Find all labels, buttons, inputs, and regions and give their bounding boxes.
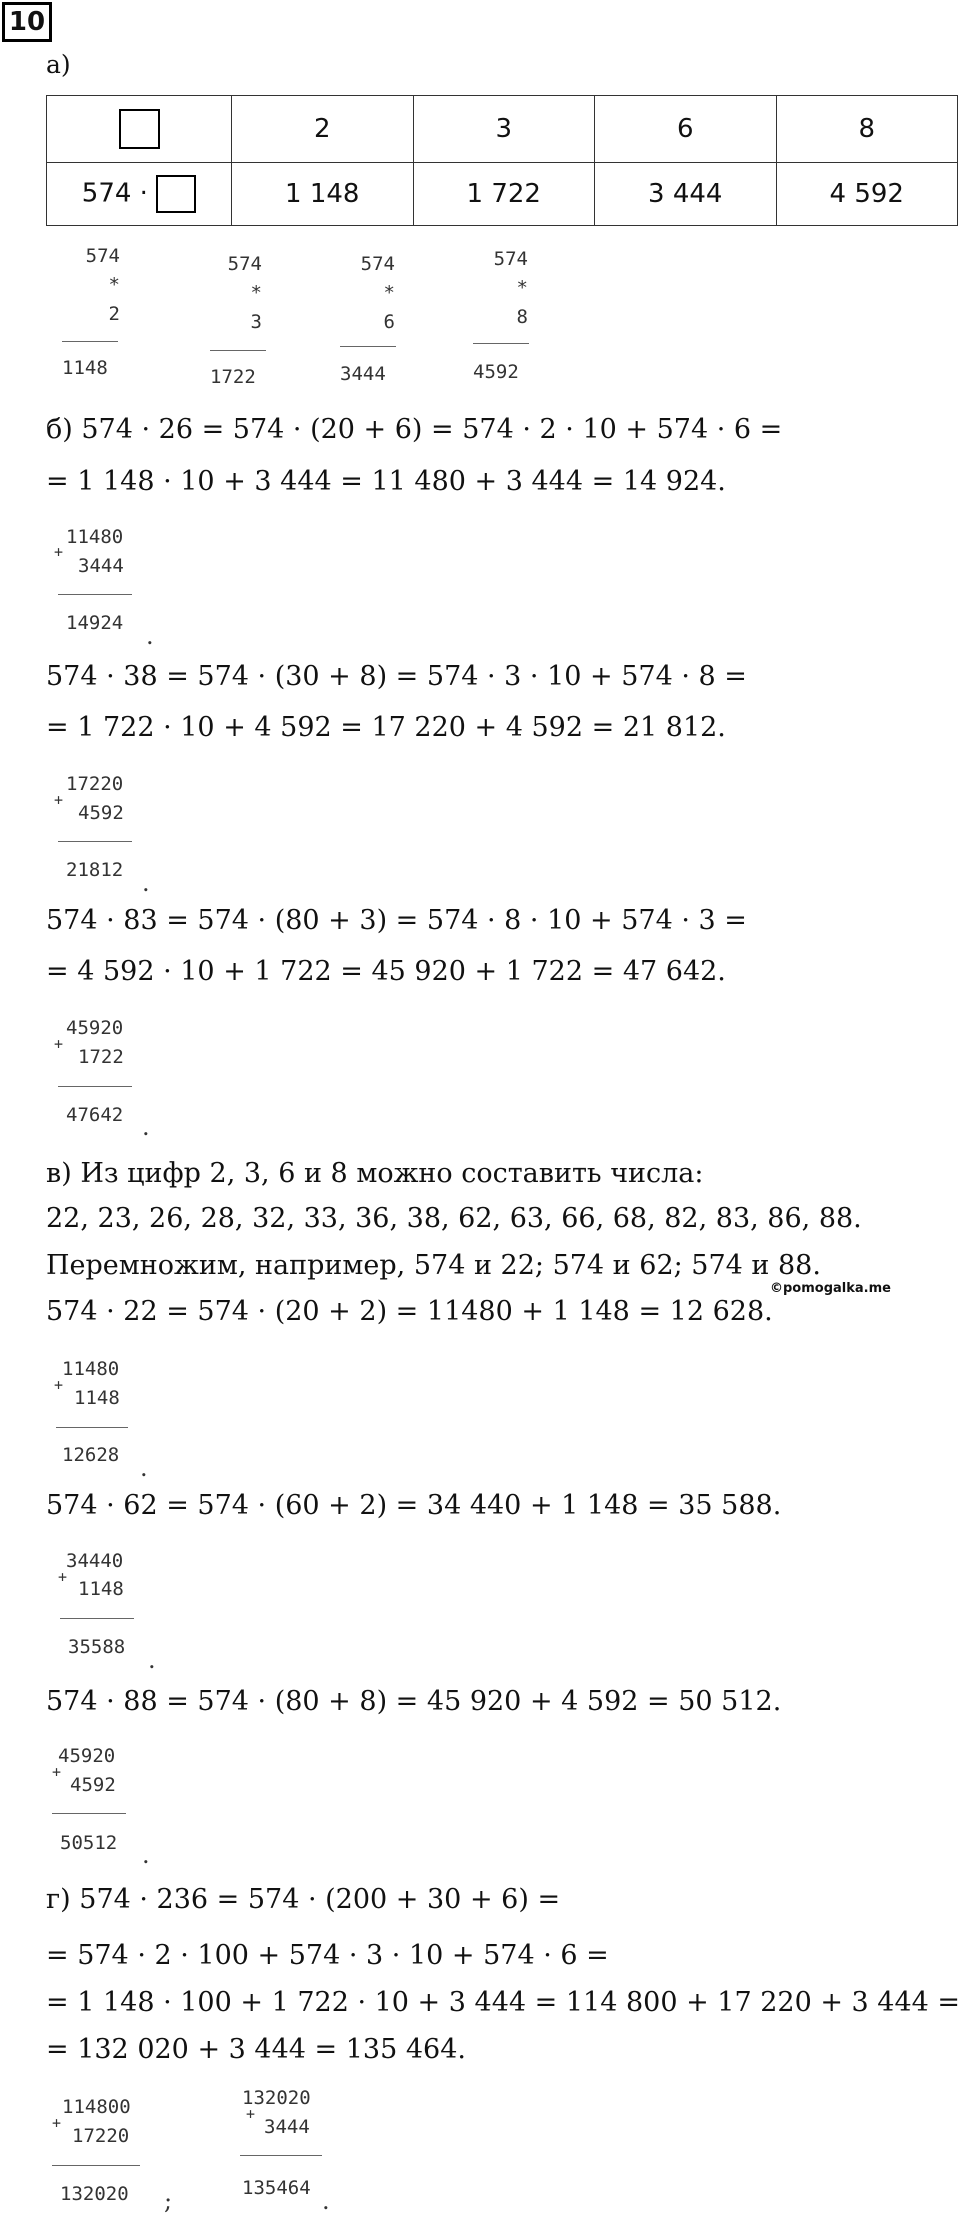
sum: 47642	[66, 1104, 124, 1126]
divider-line	[62, 341, 118, 342]
equation-line: 574 · 38 = 574 · (30 + 8) = 574 · 3 · 10 + 574 · 8 =	[46, 661, 747, 692]
addend: 3444	[78, 555, 124, 577]
multiplicand: 574	[85, 245, 120, 267]
column-multiplication	[486, 245, 528, 332]
addend: 1148	[74, 1387, 120, 1409]
addend: 17220	[72, 2125, 130, 2147]
equation-line: = 132 020 + 3 444 = 135 464.	[46, 2034, 466, 2065]
table-cell: 6	[595, 96, 777, 163]
multiplicand: 574	[360, 253, 395, 275]
divider-line	[340, 346, 396, 347]
table-cell: 2	[232, 96, 414, 163]
sum: 35588	[68, 1636, 126, 1658]
divider-line	[240, 2155, 322, 2156]
sum: 135464	[242, 2177, 311, 2199]
punctuation: .	[148, 1646, 156, 1674]
divider-line	[58, 841, 132, 842]
addend: 4592	[70, 1774, 116, 1796]
plus-sign: +	[58, 1568, 68, 1586]
punctuation: .	[146, 622, 154, 650]
sum: 21812	[66, 859, 124, 881]
divider-line	[58, 594, 132, 595]
table-cell: 1 722	[413, 162, 595, 225]
text-line: Перемножим, например, 574 и 22; 574 и 62; 574 и 88.	[46, 1250, 821, 1281]
addend: 11480	[66, 526, 124, 548]
empty-box-icon	[156, 175, 196, 213]
equation-line: г) 574 · 236 = 574 · (200 + 30 + 6) =	[46, 1884, 561, 1915]
text-line: 22, 23, 26, 28, 32, 33, 36, 38, 62, 63, 66, 68, 82, 83, 86, 88.	[46, 1203, 862, 1234]
row-prefix: 574 ·	[81, 178, 148, 209]
multiplier: 6	[383, 311, 395, 333]
column-multiplication	[220, 250, 262, 337]
equation-line: = 574 · 2 · 100 + 574 · 3 · 10 + 574 · 6 =	[46, 1940, 609, 1971]
addend: 4592	[78, 802, 124, 824]
plus-sign: +	[54, 791, 64, 809]
equation-line: = 1 722 · 10 + 4 592 = 17 220 + 4 592 = 21 812.	[46, 712, 726, 743]
watermark: ©pomogalka.me	[770, 1281, 891, 1296]
table-header-cell	[47, 162, 232, 225]
plus-sign: +	[54, 1035, 64, 1053]
operator: *	[108, 274, 120, 296]
equation-line: = 4 592 · 10 + 1 722 = 45 920 + 1 722 = 47 642.	[46, 956, 726, 987]
equation-line: 574 · 83 = 574 · (80 + 3) = 574 · 8 · 10 + 574 · 3 =	[46, 905, 747, 936]
multiplier: 8	[516, 306, 528, 328]
divider-line	[58, 1086, 132, 1087]
addend: 11480	[62, 1358, 120, 1380]
plus-sign: +	[52, 1763, 62, 1781]
empty-box-icon	[119, 109, 160, 149]
addend: 34440	[66, 1550, 124, 1572]
punctuation: .	[142, 869, 150, 897]
product: 4592	[473, 361, 519, 383]
sum: 50512	[60, 1832, 118, 1854]
addend: 1148	[78, 1578, 124, 1600]
plus-sign: +	[246, 2105, 256, 2123]
product: 3444	[340, 363, 386, 385]
table-cell: 1 148	[232, 162, 414, 225]
operator: *	[250, 282, 262, 304]
table-cell: 3	[413, 96, 595, 163]
product: 1148	[62, 357, 108, 379]
addend: 114800	[62, 2096, 131, 2118]
equation-line: 574 · 88 = 574 · (80 + 8) = 45 920 + 4 592 = 50 512.	[46, 1686, 782, 1717]
table-row	[47, 96, 958, 163]
multiplicand: 574	[227, 253, 262, 275]
multiplier: 2	[108, 303, 120, 325]
column-multiplication	[78, 242, 120, 329]
addend: 3444	[264, 2116, 310, 2138]
sum: 132020	[60, 2183, 129, 2205]
table-cell: 4 592	[776, 162, 958, 225]
part-a-label: а)	[46, 50, 71, 79]
plus-sign: +	[54, 1376, 64, 1394]
column-multiplication	[353, 250, 395, 337]
punctuation: .	[140, 1454, 148, 1482]
table-cell: 3 444	[595, 162, 777, 225]
divider-line	[52, 2165, 140, 2166]
equation-line: 574 · 62 = 574 · (60 + 2) = 34 440 + 1 148 = 35 588.	[46, 1490, 782, 1521]
divider-line	[56, 1427, 128, 1428]
divider-line	[473, 343, 529, 344]
divider-line	[60, 1618, 134, 1619]
addend: 132020	[242, 2087, 311, 2109]
operator: *	[516, 277, 528, 299]
divider-line	[210, 350, 266, 351]
punctuation: .	[142, 1113, 150, 1141]
punctuation: .	[142, 1841, 150, 1869]
table-cell: 8	[776, 96, 958, 163]
multiplier: 3	[250, 311, 262, 333]
equation-line: = 1 148 · 100 + 1 722 · 10 + 3 444 = 114 800 + 17 220 + 3 444 =	[46, 1987, 960, 2018]
plus-sign: +	[54, 543, 64, 561]
divider-line	[52, 1813, 126, 1814]
multiplicand: 574	[493, 248, 528, 270]
task-number-badge: 10	[2, 2, 52, 42]
plus-sign: +	[52, 2114, 62, 2132]
addend: 45920	[58, 1745, 116, 1767]
table-header-cell	[47, 96, 232, 163]
equation-line: = 1 148 · 10 + 3 444 = 11 480 + 3 444 = 14 924.	[46, 466, 726, 497]
text-line: в) Из цифр 2, 3, 6 и 8 можно составить числа:	[46, 1158, 704, 1189]
punctuation: ;	[164, 2187, 173, 2215]
addend: 1722	[78, 1046, 124, 1068]
operator: *	[383, 282, 395, 304]
sum: 12628	[62, 1444, 120, 1466]
addend: 17220	[66, 773, 124, 795]
table-row	[47, 162, 958, 225]
equation-line: б) 574 · 26 = 574 · (20 + 6) = 574 · 2 · 10 + 574 · 6 =	[46, 414, 783, 445]
punctuation: .	[322, 2187, 330, 2215]
product: 1722	[210, 366, 256, 388]
addend: 45920	[66, 1017, 124, 1039]
multiplication-table	[46, 95, 958, 226]
sum: 14924	[66, 612, 124, 634]
equation-line: 574 · 22 = 574 · (20 + 2) = 11480 + 1 148 = 12 628.	[46, 1296, 773, 1327]
